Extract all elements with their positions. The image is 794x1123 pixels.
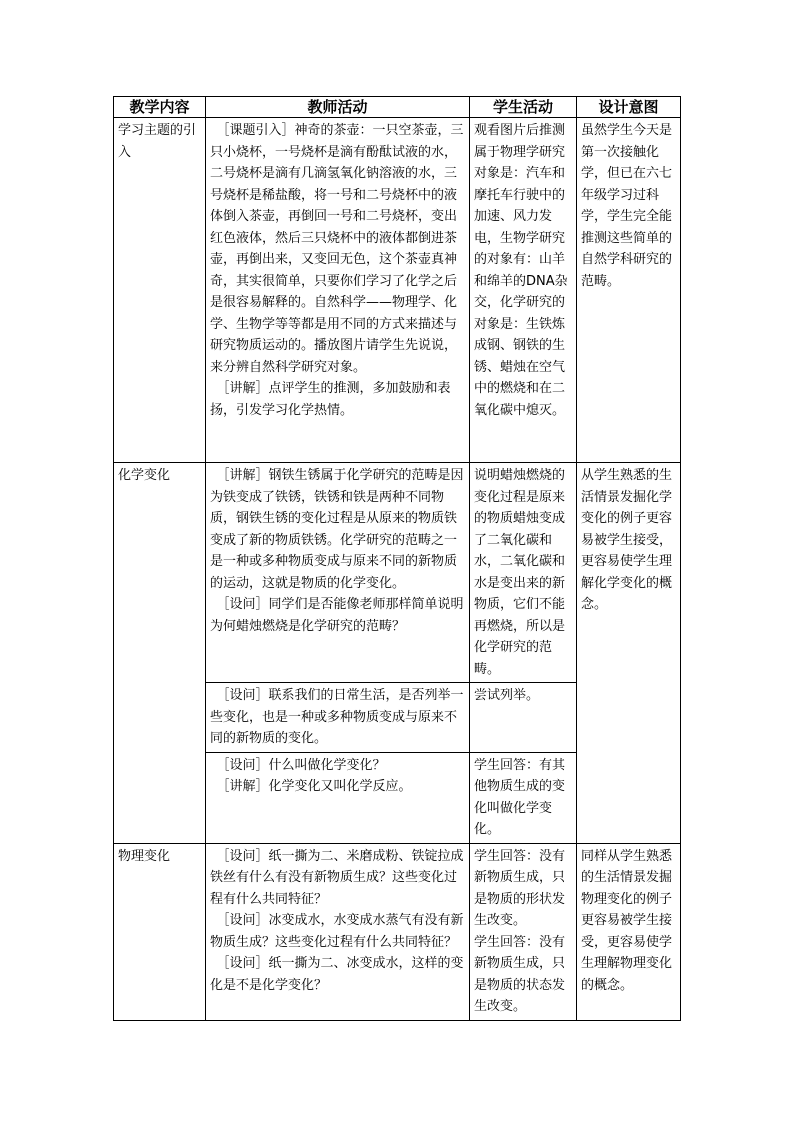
teacher-cell [206,843,470,1020]
intent-cell: 从学生熟悉的生活情景发掘化学变化的例子更容易被学生接受，更容易使学生理解化学变化的概念。 [577,463,681,844]
student-cell: 观看图片后推测属于物理学研究对象是：汽车和摩托车行驶中的加速、风力发电，生物学研究的对象有：山羊和绵羊的DNA杂交，化学研究的对象是：生铁炼成钢、钢铁的生锈、蜡烛在空气中的燃烧和在二氧化碳中熄灭。 [470,118,577,463]
student-paragraph: 学生回答：没有新物质生成，只是物质的形状发生改变。 [474,848,566,928]
header-content: 教学内容 [114,97,206,118]
teacher-paragraph: ［讲解］点评学生的推测，多加鼓励和表扬，引发学习化学热情。 [210,381,451,418]
lesson-plan-table [113,96,681,1021]
teacher-cell [206,118,470,463]
teacher-paragraph: ［讲解］化学变化又叫化学反应。 [216,779,412,794]
teacher-paragraph: ［讲解］钢铁生锈属于化学研究的范畴是因为铁变成了铁锈，铁锈和铁是两种不同物质，钢铁生锈的变化过程是从原来的物质铁变成了新的物质铁锈。化学研究的范畴之一是一种或多种物质变成与原来不同的新物质的运动，这就是物质的化学变化。 [210,468,464,591]
teacher-paragraph: ［设问］纸一撕为二、冰变成水，这样的变化是不是化学变化？ [210,956,464,993]
header-student-activity: 学生活动 [470,97,577,118]
teacher-paragraph: ［设问］同学们是否能像老师那样简单说明为何蜡烛燃烧是化学研究的范畴？ [210,597,464,634]
student-paragraph: 学生回答：没有新物质生成，只是物质的状态发生改变。 [474,934,566,1014]
teacher-paragraph: ［设问］冰变成水，水变成水蒸气有没有新物质生成？这些变化过程有什么共同特征？ [210,913,464,950]
student-cell: 说明蜡烛燃烧的变化过程是原来的物质蜡烛变成了二氧化碳和水，二氧化碳和水是变出来的新物质，它们不能再燃烧，所以是化学研究的范畴。 [470,463,577,683]
teacher-cell [206,752,470,843]
table-header-row [114,97,681,118]
teacher-cell [206,683,470,753]
student-cell: 学生回答：有其他物质生成的变化叫做化学变化。 [470,752,577,843]
content-cell: 化学变化 [114,463,206,844]
table-row [114,463,681,683]
content-cell: 学习主题的引入 [114,118,206,463]
header-design-intent: 设计意图 [577,97,681,118]
intent-cell: 虽然学生今天是第一次接触化学，但已在六七年级学习过科学，学生完全能推测这些简单的自然学科研究的范畴。 [577,118,681,463]
header-teacher-activity: 教师活动 [206,97,470,118]
student-cell [470,843,577,1020]
teacher-paragraph: ［课题引入］神奇的茶壶：一只空茶壶，三只小烧杯，一号烧杯是滴有酚酞试液的水，二号烧杯是滴有几滴氢氧化钠溶液的水，三号烧杯是稀盐酸，将一号和二号烧杯中的液体倒入茶壶，再倒回一号和二号烧杯，变出红色液体，然后三只烧杯中的液体都倒进茶壶，再倒出来，又变回无色，这个茶壶真神奇，其实很简单，只要你们学习了化学之后是很容易解释的。自然科学——物理学、化学、生物学等等都是用不同的方式来描述与研究物质运动的。播放图片请学生先说说，来分辨自然科学研究对象。 [210,123,464,375]
table-row [114,118,681,463]
teacher-paragraph: ［设问］纸一撕为二、米磨成粉、铁锭拉成铁丝有什么有没有新物质生成？这些变化过程有什么共同特征？ [210,848,464,907]
teacher-cell [206,463,470,683]
teacher-paragraph: ［设问］什么叫做化学变化？ [216,757,386,773]
intent-cell: 同样从学生熟悉的生活情景发掘物理变化的例子更容易被学生接受，更容易使学生理解物理变化的概念。 [577,843,681,1020]
table-row [114,843,681,1020]
content-cell: 物理变化 [114,843,206,1020]
teacher-paragraph: ［设问］联系我们的日常生活，是否列举一些变化，也是一种或多种物质变成与原来不同的新物质的变化。 [210,688,464,746]
student-cell: 尝试列举。 [470,683,577,753]
